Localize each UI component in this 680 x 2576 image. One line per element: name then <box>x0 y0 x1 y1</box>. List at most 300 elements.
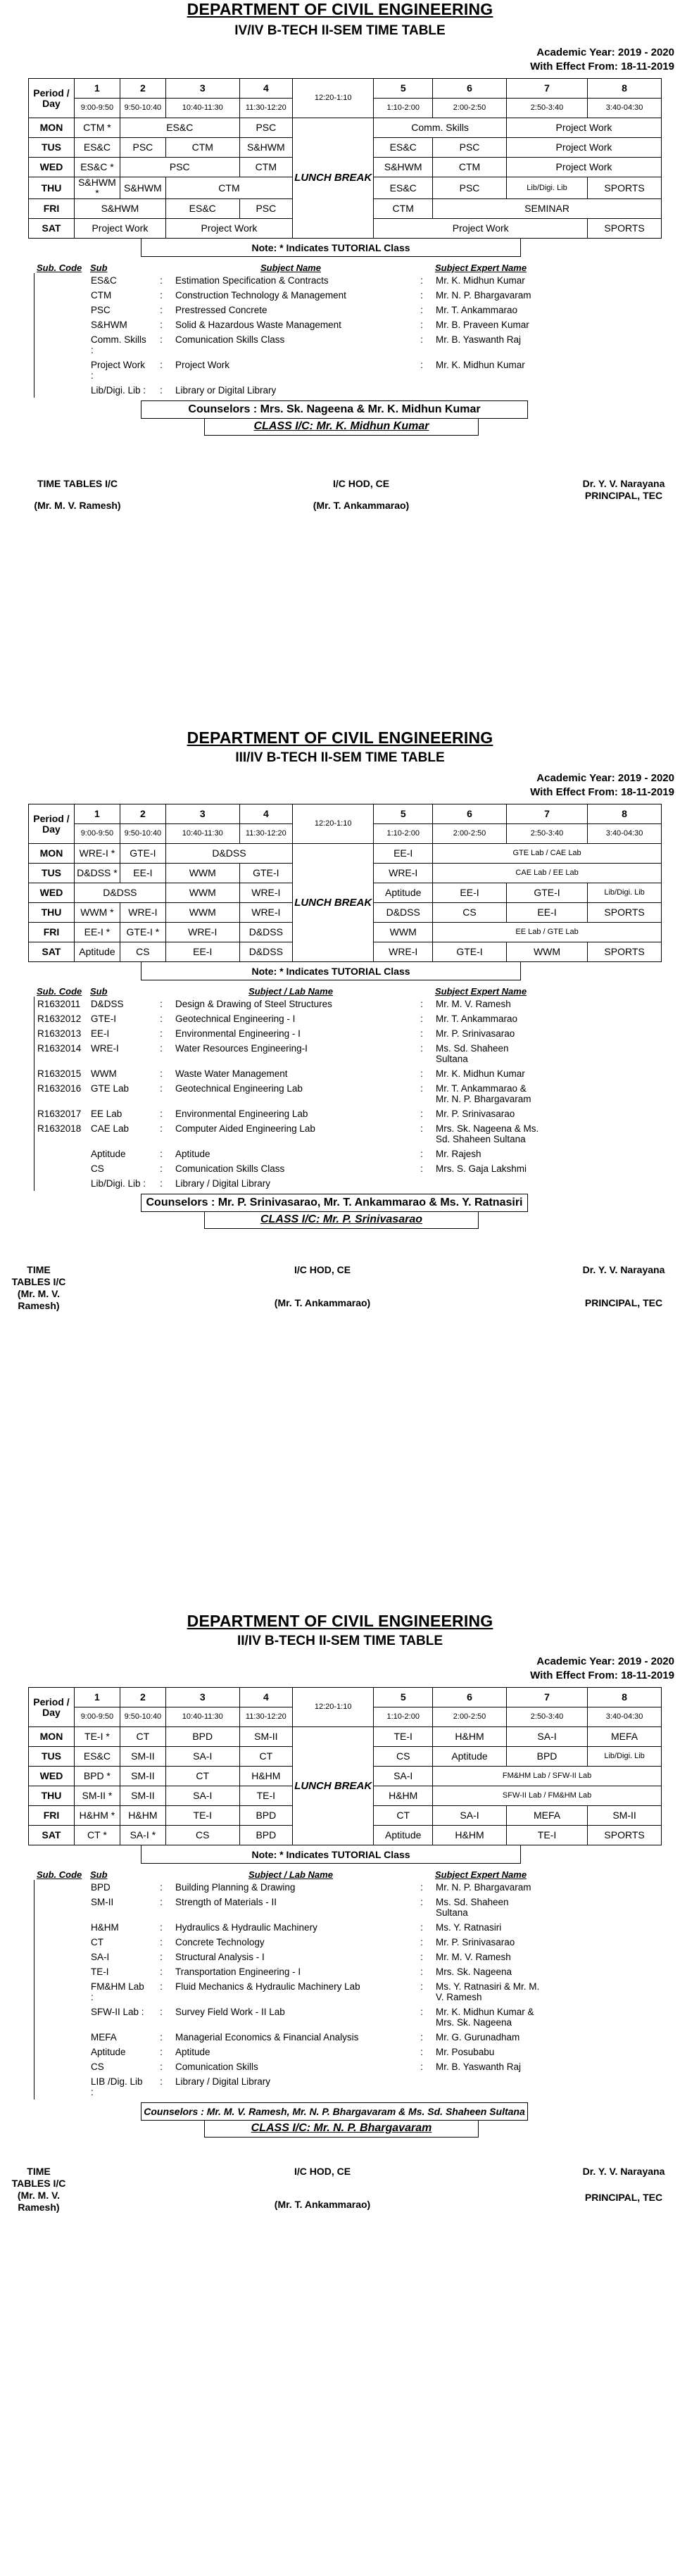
class-cell: WRE-I <box>239 883 292 903</box>
sheet-3rd-year <box>0 728 680 1612</box>
subject-abbr: MEFA <box>91 2032 117 2043</box>
period-day-header: Period / Day <box>29 1688 75 1727</box>
subject-code: R1632015 <box>37 1068 82 1079</box>
colon: : <box>420 1014 423 1024</box>
subject-expert: Ms. Y. Ratnasiri & Mr. M. V. Ramesh <box>436 1981 540 2002</box>
subject-row <box>34 1147 653 1161</box>
tutorial-note: Note: * Indicates TUTORIAL Class <box>141 962 521 980</box>
colon: : <box>420 2007 423 2017</box>
subject-abbr: BPD <box>91 1882 111 1893</box>
period-time: 9:50-10:40 <box>120 1707 165 1727</box>
effect-date: With Effect From: 18-11-2019 <box>530 786 674 798</box>
subject-name: Aptitude <box>175 2047 210 2057</box>
class-cell: H&HM <box>120 1806 165 1826</box>
class-cell: D&DSS * <box>74 864 120 883</box>
colon: : <box>420 1882 423 1893</box>
subject-name: Building Planning & Drawing <box>175 1882 296 1893</box>
class-cell: WWM <box>506 942 587 962</box>
colon: : <box>420 1068 423 1079</box>
subject-expert: Mr. B. Yaswanth Raj <box>436 2062 522 2072</box>
colon: : <box>160 1981 163 1992</box>
subject-expert: Mr. N. P. Bhargavaram <box>436 1882 531 1893</box>
subject-abbr: D&DSS <box>91 999 124 1009</box>
period-time: 10:40-11:30 <box>165 824 239 844</box>
subject-row <box>34 383 653 398</box>
class-cell: SM-II <box>120 1786 165 1806</box>
subject-row <box>34 1979 653 2004</box>
class-cell: SFW-II Lab / FM&HM Lab <box>433 1786 662 1806</box>
colon: : <box>160 290 163 301</box>
subject-expert: Ms. Y. Ratnasiri <box>436 1922 502 1933</box>
subject-abbr: PSC <box>91 305 111 315</box>
colon: : <box>420 320 423 330</box>
subject-expert: Mr. P. Srinivasarao <box>436 1028 515 1039</box>
period-number: 5 <box>374 1688 433 1707</box>
class-cell: SPORTS <box>588 177 662 199</box>
subject-name: Library or Digital Library <box>175 385 277 396</box>
day-label: THU <box>29 177 75 199</box>
subject-expert: Mr. G. Gurunadham <box>436 2032 520 2043</box>
colon: : <box>160 1952 163 1962</box>
colon: : <box>420 2062 423 2072</box>
sheet-title: III/IV B-TECH II-SEM TIME TABLE <box>235 750 445 765</box>
class-incharge: CLASS I/C: Mr. K. Midhun Kumar <box>204 419 479 436</box>
header-name: Subject / Lab Name <box>248 1869 333 1880</box>
day-row <box>29 1727 662 1747</box>
period-time: 2:50-3:40 <box>506 99 587 118</box>
subject-header <box>34 986 680 997</box>
class-cell: Lib/Digi. Lib <box>588 883 662 903</box>
class-cell: Aptitude <box>74 942 120 962</box>
class-cell: SM-II <box>239 1727 292 1747</box>
class-cell: EE-I <box>165 942 239 962</box>
header-name: Subject Name <box>260 263 321 273</box>
day-label: SAT <box>29 1826 75 1845</box>
day-label: WED <box>29 883 75 903</box>
colon: : <box>160 1937 163 1947</box>
period-time: 3:40-04:30 <box>588 99 662 118</box>
lunch-break: LUNCH BREAK <box>293 1727 374 1845</box>
colon: : <box>160 1163 163 1174</box>
subject-abbr: ES&C <box>91 275 117 286</box>
academic-year: Academic Year: 2019 - 2020 <box>536 1655 674 1667</box>
class-cell: GTE-I <box>433 942 507 962</box>
class-cell: S&HWM <box>74 199 165 219</box>
class-cell: BPD * <box>74 1767 120 1786</box>
colon: : <box>160 1043 163 1054</box>
lunch-time: 12:20-1:10 <box>293 79 374 118</box>
class-cell: CTM <box>165 138 239 158</box>
subject-abbr: GTE Lab <box>91 1083 130 1094</box>
subject-abbr: WRE-I <box>91 1043 119 1054</box>
class-cell: CT <box>374 1806 433 1826</box>
subject-code: R1632014 <box>37 1043 82 1054</box>
class-cell: CAE Lab / EE Lab <box>433 864 662 883</box>
colon: : <box>420 2032 423 2043</box>
subject-expert: Mr. Posubabu <box>436 2047 495 2057</box>
class-cell: H&HM <box>433 1826 507 1845</box>
subject-row <box>34 2045 653 2059</box>
class-cell: S&HWM <box>374 158 433 177</box>
subject-name: Environmental Engineering Lab <box>175 1109 308 1119</box>
subject-abbr: CTM <box>91 290 112 301</box>
subject-name: Concrete Technology <box>175 1937 265 1947</box>
subject-expert: Ms. Sd. Shaheen Sultana <box>436 1043 509 1064</box>
class-cell: H&HM <box>374 1786 433 1806</box>
class-cell: ES&C <box>74 138 120 158</box>
day-label: MON <box>29 1727 75 1747</box>
subject-row <box>34 1121 653 1147</box>
class-cell: WRE-I <box>120 903 165 923</box>
period-time: 10:40-11:30 <box>165 1707 239 1727</box>
day-label: TUS <box>29 1747 75 1767</box>
period-number: 8 <box>588 79 662 99</box>
colon: : <box>160 385 163 396</box>
colon: : <box>160 1109 163 1119</box>
subject-row <box>34 288 653 303</box>
subject-row <box>34 1041 653 1066</box>
timetable-grid <box>0 78 680 239</box>
period-number: 8 <box>588 1688 662 1707</box>
day-label: TUS <box>29 138 75 158</box>
period-time: 2:50-3:40 <box>506 1707 587 1727</box>
class-cell: Project Work <box>74 219 165 239</box>
subject-name: Prestressed Concrete <box>175 305 267 315</box>
class-cell: SPORTS <box>588 903 662 923</box>
subject-name: Hydraulics & Hydraulic Machinery <box>175 1922 317 1933</box>
class-cell: PSC <box>239 199 292 219</box>
period-number: 3 <box>165 79 239 99</box>
class-cell: CTM <box>374 199 433 219</box>
subject-name: Geotechnical Engineering Lab <box>175 1083 303 1094</box>
class-cell: CT <box>165 1767 239 1786</box>
subject-row <box>34 1880 653 1895</box>
subject-rows <box>34 997 653 1191</box>
period-time: 2:00-2:50 <box>433 1707 507 1727</box>
sig-principal: Dr. Y. V. Narayana PRINCIPAL, TEC <box>582 2166 665 2203</box>
day-label: FRI <box>29 923 75 942</box>
subject-expert: Mr. T. Ankammarao <box>436 1014 518 1024</box>
subject-code: R1632016 <box>37 1083 82 1094</box>
class-cell: GTE Lab / CAE Lab <box>433 844 662 864</box>
timetable <box>28 1687 662 1845</box>
class-cell: SA-I <box>433 1806 507 1826</box>
class-cell: EE Lab / GTE Lab <box>433 923 662 942</box>
day-label: THU <box>29 1786 75 1806</box>
colon: : <box>160 2076 163 2087</box>
class-incharge: CLASS I/C: Mr. P. Srinivasarao <box>204 1212 479 1229</box>
period-number: 5 <box>374 804 433 824</box>
day-label: FRI <box>29 199 75 219</box>
class-cell: WWM <box>374 923 433 942</box>
class-cell: EE-I * <box>74 923 120 942</box>
subject-code: R1632012 <box>37 1014 82 1024</box>
subject-row <box>34 303 653 317</box>
subject-expert: Mrs. S. Gaja Lakshmi <box>436 1163 527 1174</box>
subject-abbr: Project Work : <box>91 360 146 381</box>
subject-abbr: SA-I <box>91 1952 110 1962</box>
class-cell: BPD <box>239 1826 292 1845</box>
subject-expert: Ms. Sd. Shaheen Sultana <box>436 1897 509 1918</box>
sig-timetable: TIME TABLES I/C (Mr. M. V. Ramesh) <box>34 478 121 511</box>
subject-abbr: Lib/Digi. Lib : <box>91 385 146 396</box>
signatures <box>0 2166 680 2214</box>
timetable-grid <box>0 1687 680 1845</box>
colon: : <box>420 1109 423 1119</box>
period-number: 6 <box>433 79 507 99</box>
subject-row <box>34 1011 653 1026</box>
period-time: 1:10-2:00 <box>374 824 433 844</box>
class-cell: SM-II <box>588 1806 662 1826</box>
subject-name: Comunication Skills Class <box>175 1163 285 1174</box>
period-number: 4 <box>239 1688 292 1707</box>
period-time: 2:00-2:50 <box>433 99 507 118</box>
period-time: 2:00-2:50 <box>433 824 507 844</box>
class-cell: TE-I <box>374 1727 433 1747</box>
class-incharge: CLASS I/C: Mr. N. P. Bhargavaram <box>204 2121 479 2138</box>
period-day-header: Period / Day <box>29 79 75 118</box>
class-cell: MEFA <box>506 1806 587 1826</box>
signatures <box>0 1264 680 1312</box>
class-cell: SPORTS <box>588 942 662 962</box>
class-cell: GTE-I <box>239 864 292 883</box>
subject-name: Survey Field Work - II Lab <box>175 2007 285 2017</box>
period-number: 6 <box>433 1688 507 1707</box>
sig-timetable: TIME TABLES I/C (Mr. M. V. Ramesh) <box>11 2166 66 2213</box>
period-day-header: Period / Day <box>29 804 75 844</box>
class-cell: TE-I <box>239 1786 292 1806</box>
class-cell: ES&C * <box>74 158 120 177</box>
colon: : <box>420 360 423 370</box>
colon: : <box>160 320 163 330</box>
subject-header <box>34 263 680 273</box>
colon: : <box>160 1966 163 1977</box>
class-cell: S&HWM * <box>74 177 120 199</box>
subject-abbr: CAE Lab <box>91 1123 130 1134</box>
class-cell: PSC <box>239 118 292 138</box>
period-number: 5 <box>374 79 433 99</box>
period-time: 9:00-9:50 <box>74 824 120 844</box>
subject-row <box>34 1964 653 1979</box>
period-time: 11:30-12:20 <box>239 99 292 118</box>
subject-abbr: SFW-II Lab : <box>91 2007 144 2017</box>
day-label: TUS <box>29 864 75 883</box>
subject-abbr: TE-I <box>91 1966 109 1977</box>
dept-title: DEPARTMENT OF CIVIL ENGINEERING <box>187 1612 493 1630</box>
class-cell: Aptitude <box>433 1747 507 1767</box>
class-cell: CTM <box>165 177 292 199</box>
subject-name: Fluid Mechanics & Hydraulic Machinery Lab <box>175 1981 360 1992</box>
day-label: THU <box>29 903 75 923</box>
counselors: Counselors : Mr. P. Srinivasarao, Mr. T. Ankammarao & Ms. Y. Ratnasiri <box>141 1194 528 1212</box>
spacer <box>146 263 175 273</box>
class-cell: BPD <box>506 1747 587 1767</box>
subject-name: Estimation Specification & Contracts <box>175 275 329 286</box>
subject-abbr: FM&HM Lab : <box>91 1981 144 2002</box>
lunch-time: 12:20-1:10 <box>293 1688 374 1727</box>
subject-row <box>34 2030 653 2045</box>
colon: : <box>160 305 163 315</box>
colon: : <box>420 1028 423 1039</box>
class-cell: SM-II * <box>74 1786 120 1806</box>
header-code: Sub. Code <box>37 263 82 273</box>
period-number: 6 <box>433 804 507 824</box>
subject-row <box>34 1935 653 1950</box>
period-number: 2 <box>120 1688 165 1707</box>
class-cell: CS <box>120 942 165 962</box>
class-cell: ES&C <box>74 1747 120 1767</box>
colon: : <box>160 2007 163 2017</box>
colon: : <box>160 1083 163 1094</box>
day-row <box>29 844 662 864</box>
header-sub: Sub <box>90 263 108 273</box>
subject-rows <box>34 1880 653 2100</box>
subject-list <box>0 986 680 1191</box>
header-code: Sub. Code <box>37 1869 82 1880</box>
colon: : <box>420 305 423 315</box>
class-cell: WRE-I <box>374 864 433 883</box>
class-cell: D&DSS <box>165 844 292 864</box>
colon: : <box>160 360 163 370</box>
subject-row <box>34 317 653 332</box>
class-cell: CS <box>374 1747 433 1767</box>
day-row <box>29 118 662 138</box>
sheet-4th-year <box>0 0 680 728</box>
period-number: 3 <box>165 1688 239 1707</box>
colon: : <box>160 2032 163 2043</box>
subject-abbr: CS <box>91 1163 104 1174</box>
subject-row <box>34 1950 653 1964</box>
period-time: 2:50-3:40 <box>506 824 587 844</box>
subject-name: Managerial Economics & Financial Analysis <box>175 2032 359 2043</box>
class-cell: H&HM <box>239 1767 292 1786</box>
header-sub: Sub <box>90 1869 108 1880</box>
subject-row <box>34 1066 653 1081</box>
class-cell: CTM <box>433 158 507 177</box>
dept-title: DEPARTMENT OF CIVIL ENGINEERING <box>187 0 493 18</box>
period-number: 2 <box>120 804 165 824</box>
class-cell: PSC <box>120 158 239 177</box>
colon: : <box>420 275 423 286</box>
subject-abbr: CS <box>91 2062 104 2072</box>
period-time: 3:40-04:30 <box>588 1707 662 1727</box>
colon: : <box>420 334 423 345</box>
class-cell: FM&HM Lab / SFW-II Lab <box>433 1767 662 1786</box>
period-number: 7 <box>506 1688 587 1707</box>
class-cell: WRE-I <box>374 942 433 962</box>
class-cell: PSC <box>120 138 165 158</box>
day-label: WED <box>29 158 75 177</box>
period-number: 1 <box>74 1688 120 1707</box>
timetable-grid <box>0 804 680 962</box>
subject-list <box>0 263 680 398</box>
day-label: FRI <box>29 1806 75 1826</box>
subject-row <box>34 1895 653 1920</box>
class-cell: ES&C <box>374 177 433 199</box>
subject-abbr: Comm. Skills : <box>91 334 146 355</box>
period-time: 9:00-9:50 <box>74 1707 120 1727</box>
colon: : <box>160 1922 163 1933</box>
effect-date: With Effect From: 18-11-2019 <box>530 1669 674 1681</box>
subject-row <box>34 2074 653 2100</box>
colon: : <box>160 1882 163 1893</box>
timetable <box>28 804 662 962</box>
counselors: Counselors : Mr. M. V. Ramesh, Mr. N. P. Bhargavaram & Ms. Sd. Shaheen Sultana <box>141 2102 528 2121</box>
class-cell: WRE-I <box>239 903 292 923</box>
colon: : <box>420 1922 423 1933</box>
colon: : <box>420 2047 423 2057</box>
class-cell: ES&C <box>374 138 433 158</box>
subject-code: R1632013 <box>37 1028 82 1039</box>
sheet-title: IV/IV B-TECH II-SEM TIME TABLE <box>234 23 446 38</box>
header-name: Subject / Lab Name <box>248 986 333 997</box>
subject-abbr: Aptitude <box>91 2047 126 2057</box>
sheet-title: II/IV B-TECH II-SEM TIME TABLE <box>237 1634 443 1648</box>
subject-header <box>34 1869 680 1880</box>
subject-row <box>34 332 653 358</box>
class-cell: Aptitude <box>374 1826 433 1845</box>
tutorial-note: Note: * Indicates TUTORIAL Class <box>141 239 521 257</box>
class-cell: H&HM * <box>74 1806 120 1826</box>
dept-title: DEPARTMENT OF CIVIL ENGINEERING <box>187 728 493 747</box>
colon: : <box>160 334 163 345</box>
colon: : <box>420 1163 423 1174</box>
subject-abbr: WWM <box>91 1068 117 1079</box>
subject-expert: Mr. K. Midhun Kumar <box>436 275 525 286</box>
class-cell: SM-II <box>120 1747 165 1767</box>
period-number: 2 <box>120 79 165 99</box>
lunch-time: 12:20-1:10 <box>293 804 374 844</box>
timetable <box>28 78 662 239</box>
day-label: WED <box>29 1767 75 1786</box>
class-cell: SA-I * <box>120 1826 165 1845</box>
spacer <box>146 1869 175 1880</box>
class-cell: Comm. Skills <box>374 118 507 138</box>
colon: : <box>420 1043 423 1054</box>
subject-abbr: Aptitude <box>91 1149 126 1159</box>
day-label: MON <box>29 844 75 864</box>
period-number: 4 <box>239 79 292 99</box>
subject-name: Design & Drawing of Steel Structures <box>175 999 332 1009</box>
class-cell: Lib/Digi. Lib <box>588 1747 662 1767</box>
subject-row <box>34 1176 653 1191</box>
subject-abbr: H&HM <box>91 1922 119 1933</box>
colon: : <box>420 290 423 301</box>
sig-hod: I/C HOD, CE (Mr. T. Ankammarao) <box>274 2166 371 2210</box>
header-exp: Subject Expert Name <box>435 263 527 273</box>
subject-name: Construction Technology & Management <box>175 290 346 301</box>
period-time: 1:10-2:00 <box>374 99 433 118</box>
subject-row <box>34 1161 653 1176</box>
subject-name: Transportation Engineering - I <box>175 1966 301 1977</box>
class-cell: TE-I <box>165 1806 239 1826</box>
subject-row <box>34 997 653 1011</box>
subject-name: Comunication Skills Class <box>175 334 285 345</box>
subject-expert: Mrs. Sk. Nageena <box>436 1966 512 1977</box>
class-cell: CTM <box>239 158 292 177</box>
day-label: MON <box>29 118 75 138</box>
header-sub: Sub <box>90 986 108 997</box>
class-cell: SA-I <box>165 1786 239 1806</box>
class-cell: Project Work <box>374 219 588 239</box>
spacer <box>407 263 435 273</box>
subject-code: R1632018 <box>37 1123 82 1134</box>
colon: : <box>160 2047 163 2057</box>
class-cell: ES&C <box>165 199 239 219</box>
subject-code: R1632017 <box>37 1109 82 1119</box>
period-time: 9:00-9:50 <box>74 99 120 118</box>
period-time: 11:30-12:20 <box>239 824 292 844</box>
